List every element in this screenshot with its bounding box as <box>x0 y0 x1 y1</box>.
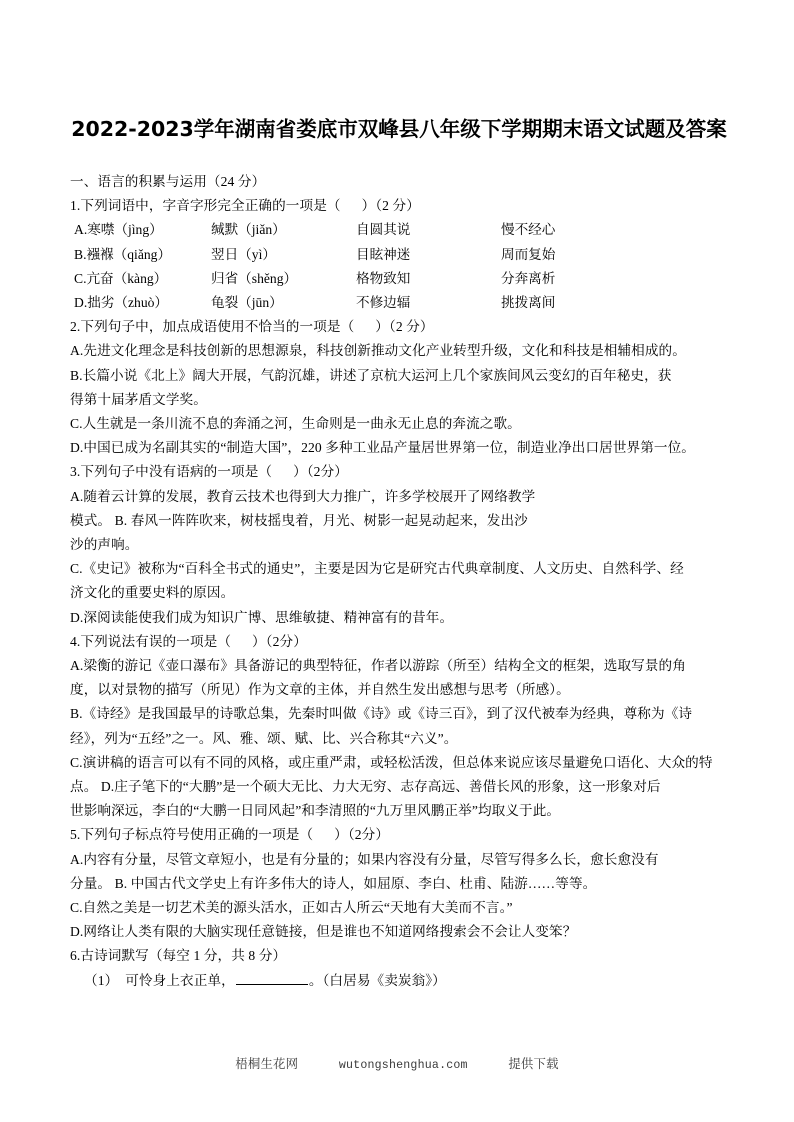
option-cell: 分奔离析 <box>501 270 556 286</box>
option-cell: A.寒噤（jìng） <box>74 222 163 238</box>
question-5-line: A.内容有分量，尽管文章短小，也是有分量的；如果内容没有分量，尽管写得多么长，愈长愈没有 <box>70 851 659 867</box>
question-4-line: C.演讲稿的语言可以有不同的风格，或庄重严肃，或轻松活泼，但总体来说应该尽量避免口语化、大众的特 <box>70 754 713 770</box>
question-3-line: D.深阅读能使我们成为知识广博、思维敏捷、精神富有的昔年。 <box>70 609 454 625</box>
question-3-line: A.随着云计算的发展，教育云技术也得到大力推广，许多学校展开了网络教学 <box>70 488 536 504</box>
option-cell: C.亢奋（kàng） <box>74 270 168 286</box>
footer-url: wutongshenghua.com <box>338 1059 468 1072</box>
question-3-line: C.《史记》被称为“百科全书式的通史”，主要是因为它是研究古代典章制度、人文历史、自然科学、经 <box>70 561 684 577</box>
question-4-line: A.梁衡的游记《壶口瀑布》具备游记的典型特征，作者以游踪（所至）结构全文的框架，选取写景的角 <box>70 658 686 673</box>
option-cell: 格物致知 <box>356 270 411 286</box>
question-4-stem: 4.下列说法有误的一项是（ ）（2分） <box>70 633 307 649</box>
question-2-line: C.人生就是一条川流不息的奔涌之河，生命则是一曲永无止息的奔流之歌。 <box>70 415 521 431</box>
option-cell: 自圆其说 <box>356 222 411 238</box>
question-3-line: 济文化的重要史料的原因。 <box>70 585 235 601</box>
question-6-item-1 <box>70 969 728 993</box>
option-cell: 不修边辐 <box>356 294 411 310</box>
question-5-line: 分量。 B. 中国古代文学史上有许多伟大的诗人，如屈原、李白、杜甫、陆游……等等。 <box>70 875 597 891</box>
footer-site-name: 梧桐生花网 <box>235 1057 299 1071</box>
option-cell: 目眩神迷 <box>356 246 411 262</box>
section-heading: 一、语言的积累与运用（24 分） <box>70 174 266 189</box>
question-6-stem: 6.古诗词默写（每空 1 分，共 8 分） <box>70 948 287 964</box>
option-cell: B.襁褓（qiǎng） <box>74 246 172 262</box>
footer-action: 提供下载 <box>508 1057 559 1071</box>
question-2-line: 得第十届茅盾文学奖。 <box>70 391 207 407</box>
fill-in-blank[interactable] <box>236 971 308 985</box>
option-cell: 归省（shěng） <box>211 270 298 286</box>
option-cell: 周而复始 <box>501 246 556 262</box>
fill-in-suffix: 。（白居易《卖炭翁》） <box>308 972 446 988</box>
question-1-option-b <box>70 243 728 267</box>
footer-watermark <box>0 1054 794 1072</box>
question-2-line: A.先进文化理念是科技创新的思想源泉，科技创新推动文化产业转型升级，文化和科技是相辅相成的。 <box>70 343 686 359</box>
option-cell: D.拙劣（zhuò） <box>74 294 169 310</box>
option-cell: 慢不经心 <box>501 222 556 238</box>
question-4-line: 度，以对景物的描写（所见）作为文章的主体，并自然生发出感想与思考（所感）。 <box>70 682 570 698</box>
question-4-line: 世影响深远，李白的“大鹏一日同风起”和李清照的“九万里风鹏正举”均取义于此。 <box>70 803 561 819</box>
question-3-line: 沙的声响。 <box>70 536 139 552</box>
exam-body <box>70 170 728 993</box>
question-2-line: B.长篇小说《北上》阔大开展，气韵沉雄，讲述了京杭大运河上几个家族间风云变幻的百年秘史，获 <box>70 367 672 383</box>
question-2-stem: 2.下列句子中，加点成语使用不恰当的一项是（ ）（2 分） <box>70 319 434 335</box>
question-1-option-a <box>70 218 728 242</box>
question-5-line: C.自然之美是一切艺术美的源头活水，正如古人所云“天地有大美而不言。” <box>70 900 513 916</box>
question-4-line: B.《诗经》是我国最早的诗歌总集，先秦时叫做《诗》或《诗三百》，到了汉代被奉为经典，尊称为《诗 <box>70 706 693 722</box>
question-5-line: D.网络让人类有限的大脑实现任意链接，但是谁也不知道网络搜索会不会让人变笨？ <box>70 924 577 940</box>
question-1-option-c <box>70 267 728 291</box>
question-1-stem: 1.下列词语中，字音字形完全正确的一项是（ ）（2 分） <box>70 198 420 214</box>
fill-in-prefix: （1） 可怜身上衣正单， <box>84 972 235 988</box>
question-1-option-d <box>70 291 728 315</box>
question-5-stem: 5.下列句子标点符号使用正确的一项是（ ）（2分） <box>70 827 390 843</box>
question-3-stem: 3.下列句子中没有语病的一项是（ ）（2分） <box>70 464 348 480</box>
question-4-line: 经》，列为“五经”之一。风、雅、颂、赋、比、兴合称其“六义”。 <box>70 730 458 746</box>
question-4-line: 点。 D.庄子笔下的“大鹏”是一个硕大无比、力大无穷、志存高远、善借长风的形象，这一形象对后 <box>70 779 661 795</box>
question-3-line: 模式。 B. 春风一阵阵吹来，树枝摇曳着，月光、树影一起晃动起来，发出沙 <box>70 512 528 528</box>
option-cell: 缄默（jiǎn） <box>211 222 286 238</box>
option-cell: 挑拨离间 <box>501 294 556 310</box>
question-2-line: D.中国已成为名副其实的“制造大国”，220 多种工业品产量居世界第一位，制造业净出口居世界第一位。 <box>70 440 696 456</box>
option-cell: 龟裂（jūn） <box>211 294 283 310</box>
option-cell: 翌日（yì） <box>211 246 276 262</box>
page-title: 2022-2023学年湖南省娄底市双峰县八年级下学期期末语文试题及答案 <box>71 116 727 141</box>
